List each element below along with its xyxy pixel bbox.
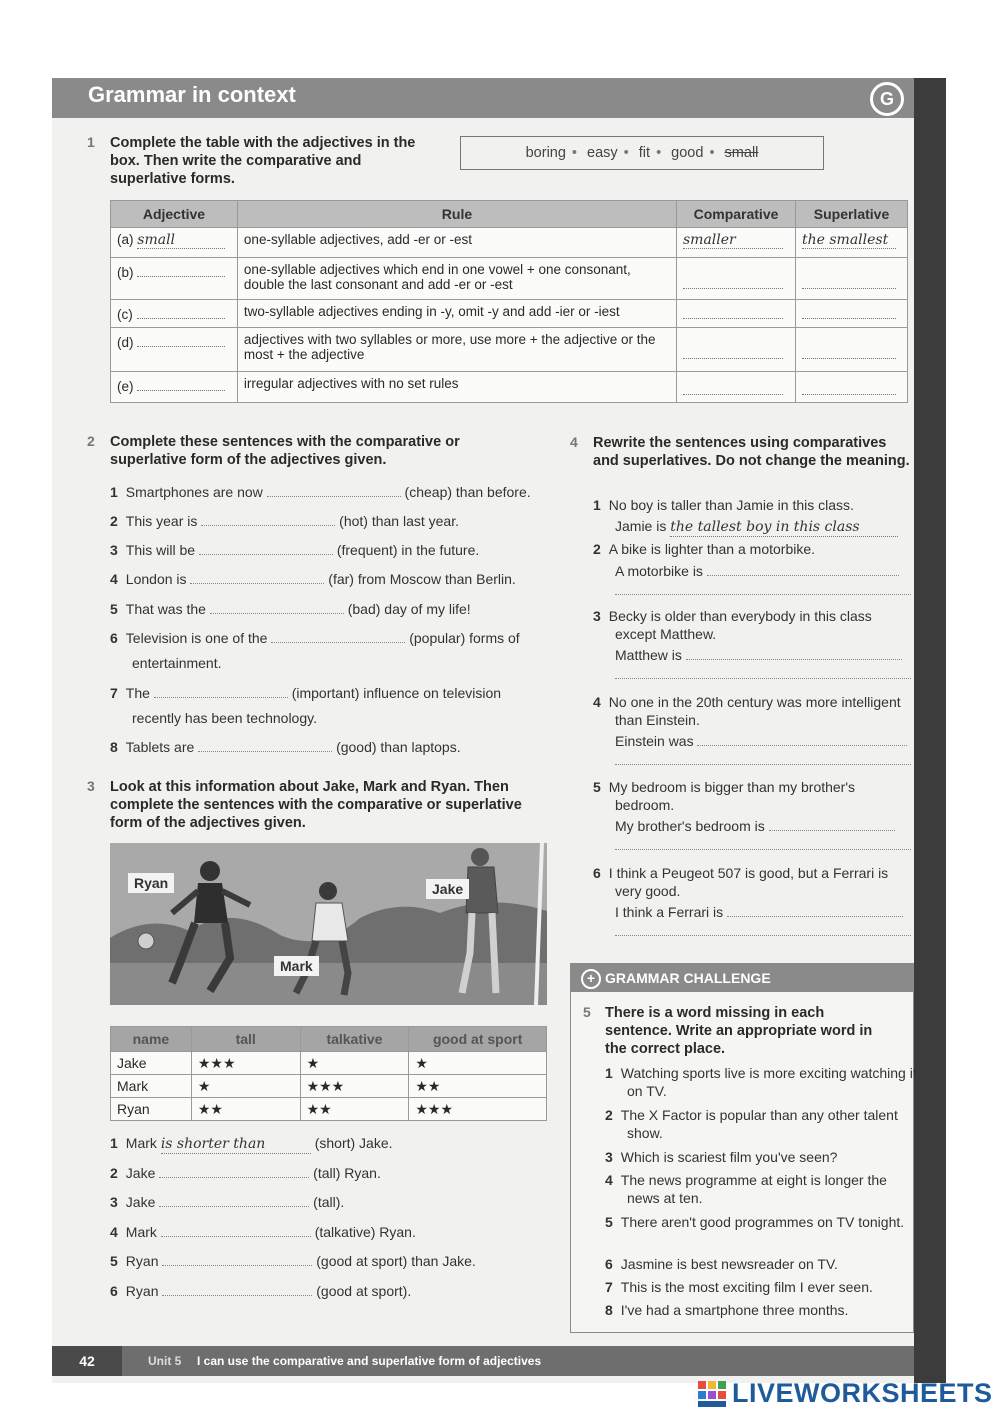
- superlative-answer-input[interactable]: [802, 262, 896, 289]
- word-good: good: [671, 145, 704, 161]
- row-label: (b): [117, 265, 134, 280]
- adjective-answer-input[interactable]: [137, 332, 225, 347]
- ex4-item: 4 No one in the 20th century was more intelligent than Einstein. Einstein was: [593, 693, 911, 769]
- ex4-item: 5 My bedroom is bigger than my brother's bedroom. My brother's bedroom is: [593, 778, 911, 854]
- ex4-item: 3 Becky is older than everybody in this class except Matthew. Matthew is: [593, 607, 911, 683]
- ex2-instruction: Complete these sentences with the comparative or superlative form of the adjectives given.: [110, 434, 460, 468]
- answer-input[interactable]: [162, 1253, 312, 1266]
- table-row: [111, 372, 908, 403]
- answer-input[interactable]: is shorter than: [161, 1135, 311, 1154]
- comparison-table: [110, 1026, 547, 1121]
- ex3-item: 2 Jake (tall) Ryan.: [110, 1165, 381, 1181]
- ex4-instruction: Rewrite the sentences using comparatives and superlatives. Do not change the meaning.: [593, 435, 910, 469]
- answer-input[interactable]: [267, 484, 401, 497]
- col-comparative: Comparative: [677, 201, 796, 228]
- comparative-answer-input[interactable]: [683, 262, 783, 289]
- ex3-item: 3 Jake (tall).: [110, 1194, 345, 1210]
- unit-label: Unit 5: [148, 1354, 182, 1368]
- answer-input[interactable]: [161, 1224, 311, 1237]
- col-superlative: Superlative: [795, 201, 907, 228]
- football-scene-illustration: [110, 843, 547, 1005]
- ex4-item: 1 No boy is taller than Jamie in this class. Jamie is the tallest boy in this class: [593, 496, 911, 537]
- photo-label-ryan: Ryan: [128, 873, 174, 893]
- section-title: Grammar in context: [88, 82, 296, 107]
- answer-input[interactable]: [199, 542, 333, 555]
- grammar-g-icon: G: [870, 82, 904, 116]
- answer-input[interactable]: [271, 630, 405, 643]
- ex2-item: 8 Tablets are (good) than laptops.: [110, 739, 461, 755]
- ex3-item: 6 Ryan (good at sport).: [110, 1283, 412, 1299]
- page-footer: [52, 1346, 914, 1376]
- challenge-item[interactable]: 3 Which is scariest film you've seen?: [605, 1149, 838, 1165]
- comparative-answer-input[interactable]: [683, 376, 783, 395]
- answer-input[interactable]: [727, 904, 903, 917]
- challenge-item[interactable]: 8 I've had a smartphone three months.: [605, 1302, 849, 1318]
- superlative-answer-input[interactable]: [802, 376, 896, 395]
- challenge-header: [571, 964, 913, 992]
- table-row: [111, 328, 908, 372]
- table-row: Ryan ★★ ★★ ★★★: [111, 1098, 547, 1121]
- word-easy: easy: [587, 145, 618, 161]
- col-talkative: talkative: [300, 1027, 409, 1052]
- adjective-answer-input[interactable]: [137, 304, 225, 319]
- page-number: 42: [52, 1346, 122, 1376]
- rule-text: two-syllable adjectives ending in -y, omit -y and add -ier or -iest: [237, 300, 676, 328]
- ex2-item: 4 London is (far) from Moscow than Berlin.: [110, 571, 516, 587]
- football-photo: [110, 843, 547, 1005]
- challenge-item[interactable]: 2 The X Factor is popular than any other talent show.: [605, 1107, 898, 1141]
- row-label: (e): [117, 379, 134, 394]
- comparative-answer-input[interactable]: smaller: [683, 232, 783, 249]
- ex3-item: 1 Mark is shorter than (short) Jake.: [110, 1135, 393, 1152]
- ex2-item: 7 The (important) influence on television: [110, 685, 502, 701]
- table-row: [111, 258, 908, 300]
- ex2-number: 2: [87, 433, 95, 449]
- col-adjective: Adjective: [111, 201, 238, 228]
- table-header-row: [111, 1027, 547, 1052]
- comparative-answer-input[interactable]: [683, 304, 783, 319]
- answer-continuation-line[interactable]: [615, 664, 911, 679]
- rule-text: adjectives with two syllables or more, use more + the adjective or the most + the adjective: [237, 328, 676, 372]
- ex2-item: 2 This year is (hot) than last year.: [110, 513, 459, 529]
- row-label: (d): [117, 335, 134, 350]
- answer-input[interactable]: [198, 739, 332, 752]
- answer-input[interactable]: [159, 1165, 309, 1178]
- ex2-item: 5 That was the (bad) day of my life!: [110, 601, 471, 617]
- table-row: Jake ★★★ ★ ★: [111, 1052, 547, 1075]
- row-label: (a): [117, 232, 134, 247]
- ex5-number: 5: [583, 1004, 591, 1020]
- superlative-answer-input[interactable]: the smallest: [802, 232, 896, 249]
- ex4-number: 4: [570, 434, 578, 450]
- ex2-item: 1 Smartphones are now (cheap) than before.: [110, 484, 531, 500]
- can-do-statement: I can use the comparative and superlative form of adjectives: [197, 1354, 542, 1368]
- adjective-answer-input[interactable]: [137, 262, 225, 277]
- photo-label-jake: Jake: [426, 879, 469, 899]
- answer-continuation-line[interactable]: [615, 580, 911, 595]
- ex2-item-continued: recently has been technology.: [132, 710, 317, 726]
- col-tall: tall: [191, 1027, 300, 1052]
- answer-input[interactable]: [686, 647, 902, 660]
- section-header: [52, 78, 914, 118]
- answer-input[interactable]: [154, 685, 288, 698]
- liveworksheets-icon: [698, 1381, 726, 1407]
- answer-input[interactable]: [707, 563, 899, 576]
- answer-input[interactable]: [210, 601, 344, 614]
- ex5-instruction: There is a word missing in each sentence. Write an appropriate word in the correct place.: [605, 1005, 873, 1057]
- challenge-item[interactable]: 5 There aren't good programmes on TV tonight.: [605, 1214, 905, 1230]
- ex2-item: 6 Television is one of the (popular) forms of: [110, 630, 520, 646]
- table-row: Mark ★ ★★★ ★★: [111, 1075, 547, 1098]
- comparative-answer-input[interactable]: [683, 332, 783, 359]
- answer-input[interactable]: [201, 513, 335, 526]
- challenge-item[interactable]: 7 This is the most exciting film I ever seen.: [605, 1279, 873, 1295]
- answer-continuation-line[interactable]: [615, 750, 911, 765]
- answer-input[interactable]: [159, 1194, 309, 1207]
- answer-input[interactable]: [697, 733, 907, 746]
- challenge-item[interactable]: 4 The news programme at eight is longer the news at ten.: [605, 1172, 887, 1206]
- rule-text: one-syllable adjectives which end in one vowel + one consonant, double the last consonant and add -er or -est: [237, 258, 676, 300]
- ex4-item: 6 I think a Peugeot 507 is good, but a Ferrari is very good. I think a Ferrari is: [593, 864, 911, 940]
- ex4-item: 2 A bike is lighter than a motorbike. A motorbike is: [593, 540, 911, 599]
- rule-text: one-syllable adjectives, add -er or -est: [237, 228, 676, 258]
- ex2-item-continued: entertainment.: [132, 655, 222, 671]
- table-row: [111, 300, 908, 328]
- ex3-item: 4 Mark (talkative) Ryan.: [110, 1224, 416, 1240]
- answer-continuation-line[interactable]: [615, 835, 911, 850]
- ex3-number: 3: [87, 778, 95, 794]
- photo-label-mark: Mark: [274, 956, 319, 976]
- ex1-number: 1: [87, 134, 95, 150]
- ex3-instruction: Look at this information about Jake, Mark and Ryan. Then complete the sentences with the comparative or superlative form of the adjectives given.: [110, 779, 522, 831]
- col-name: name: [111, 1027, 192, 1052]
- word-small-crossed: small: [724, 145, 759, 161]
- answer-input[interactable]: [162, 1283, 312, 1296]
- row-label: (c): [117, 307, 133, 322]
- answer-input[interactable]: [769, 818, 895, 831]
- ex2-item: 3 This will be (frequent) in the future.: [110, 542, 480, 558]
- superlative-answer-input[interactable]: [802, 304, 896, 319]
- rule-text: irregular adjectives with no set rules: [237, 372, 676, 403]
- table-row: [111, 228, 908, 258]
- answer-input[interactable]: the tallest boy in this class: [670, 518, 898, 537]
- superlative-answer-input[interactable]: [802, 332, 896, 359]
- answer-continuation-line[interactable]: [615, 921, 911, 936]
- answer-input[interactable]: [190, 571, 324, 584]
- col-rule: Rule: [237, 201, 676, 228]
- challenge-item[interactable]: 1 Watching sports live is more exciting watching it on TV.: [605, 1065, 917, 1099]
- challenge-title: GRAMMAR CHALLENGE: [605, 970, 771, 986]
- adjective-rules-table: [110, 200, 908, 403]
- challenge-item[interactable]: 6 Jasmine is best newsreader on TV.: [605, 1256, 838, 1272]
- adjective-answer-input[interactable]: [137, 376, 225, 391]
- word-fit: fit: [638, 145, 651, 161]
- col-good-at-sport: good at sport: [409, 1027, 547, 1052]
- grammar-challenge-box: [570, 963, 917, 1333]
- ex1-instruction: Complete the table with the adjectives in the box. Then write the comparative and superlative forms.: [110, 135, 416, 187]
- adjective-answer-input[interactable]: small: [137, 232, 225, 249]
- table-header-row: [111, 201, 908, 228]
- plus-circle-icon: +: [581, 969, 601, 989]
- brand-name: LIVEWORKSHEETS: [732, 1378, 993, 1408]
- scan-edge: [914, 78, 946, 1383]
- ex3-item: 5 Ryan (good at sport) than Jake.: [110, 1253, 476, 1269]
- word-box: boring • easy • fit • good • small: [460, 136, 824, 170]
- word-boring: boring: [525, 145, 566, 161]
